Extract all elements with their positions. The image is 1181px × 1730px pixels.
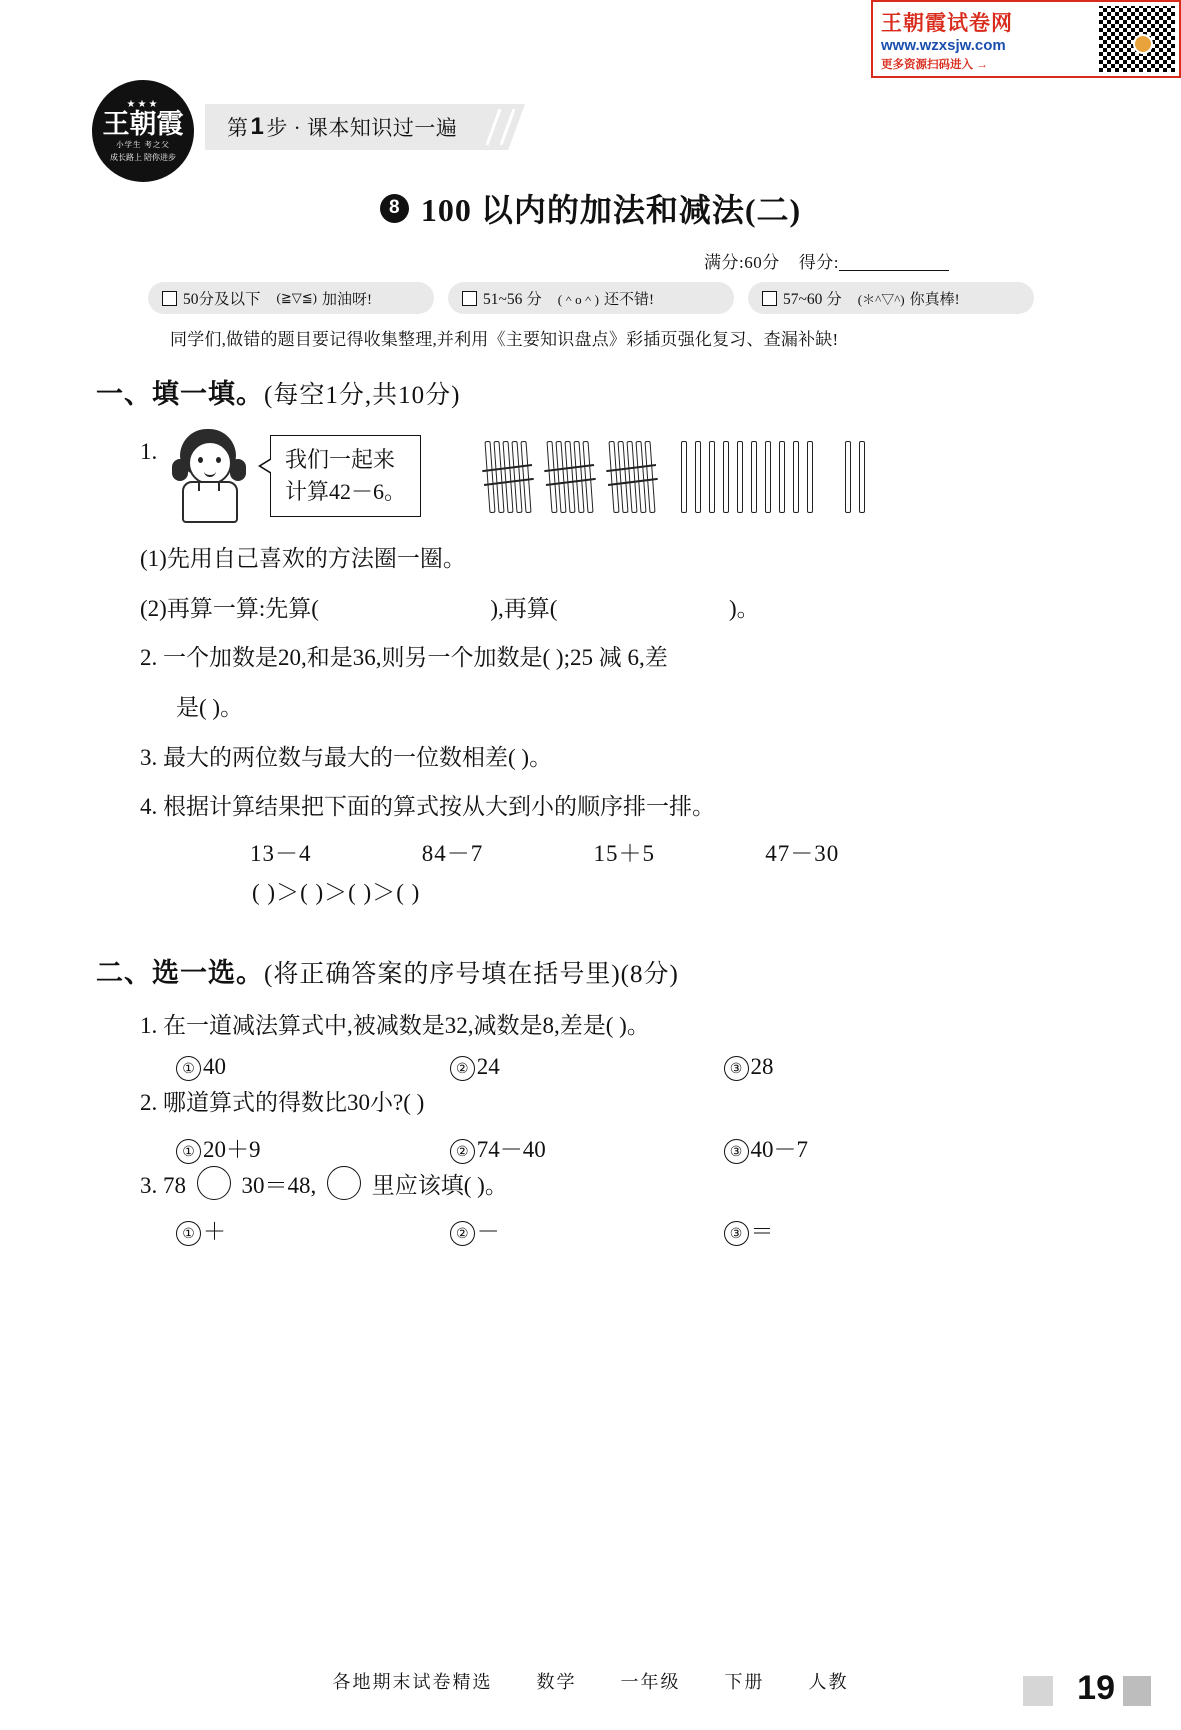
step-prefix: 第 [227, 116, 249, 140]
seal-name: 王朝霞 [102, 109, 184, 140]
option-text: 74－40 [476, 1136, 546, 1162]
step-suffix: 步 · 课本知识过一遍 [266, 116, 458, 140]
loose-stick [793, 441, 799, 513]
stick-bundle [485, 441, 531, 511]
pigtail-right-shape [230, 459, 246, 481]
option[interactable] [450, 1213, 718, 1246]
girl-character-icon [172, 425, 246, 519]
rating-label-low: 50分及以下 [183, 291, 261, 308]
option-marker: ② [450, 1221, 475, 1246]
q3-part-a: 3. 78 [140, 1172, 186, 1198]
rating-label-mid: 51~56 分 [483, 291, 542, 308]
brand-url: www.wzxsjw.com [881, 36, 1006, 54]
eye-left-shape [198, 457, 203, 463]
question-4-answer-row[interactable]: ( )＞( )＞( )＞( ) [252, 880, 421, 906]
qr-center-dot-icon [1133, 34, 1153, 54]
question-1-figure [140, 425, 1181, 533]
seal-stars: ★★★ [126, 99, 160, 111]
page-decoration-left [1023, 1676, 1053, 1706]
question-4: 4. 根据计算结果把下面的算式按从大到小的顺序排一排。 [140, 794, 715, 820]
smiley-icon: (＾o＾) [557, 291, 599, 307]
counting-sticks-illustration [485, 441, 1005, 511]
q1-sub2-part-c: )。 [728, 595, 760, 621]
rating-bar [148, 282, 1034, 314]
bubble-line-2: 计算42－6。 [285, 478, 407, 504]
rating-tag-mid: 还不错! [603, 291, 654, 308]
face-shape [188, 441, 232, 485]
option-text: 40－7 [750, 1136, 808, 1162]
option[interactable] [450, 1131, 718, 1164]
option-marker: ② [450, 1139, 475, 1164]
page-title [0, 185, 1181, 231]
brand-text-block [873, 2, 1099, 76]
checkbox-icon[interactable] [462, 291, 477, 306]
score-line [704, 248, 949, 273]
rating-option-high[interactable] [748, 282, 1034, 314]
rating-label-high: 57~60 分 [783, 291, 842, 308]
loose-stick [709, 441, 715, 513]
unit-number-badge: 8 [380, 194, 409, 223]
option[interactable] [176, 1131, 444, 1164]
question-2-line-2: 是( )。 [176, 695, 244, 721]
expression: 15＋5 [593, 841, 655, 867]
question-1-sub-1: (1)先用自己喜欢的方法圈一圈。 [140, 546, 466, 571]
smiley-icon: (＊^▽^) [857, 291, 905, 307]
rating-option-mid[interactable] [448, 282, 734, 314]
option[interactable] [176, 1054, 444, 1081]
option-marker: ① [176, 1056, 201, 1081]
unit-title-text: 100 以内的加法和减法(二) [420, 192, 802, 228]
step-banner-body [205, 104, 493, 150]
option-marker: ① [176, 1139, 201, 1164]
loose-stick [845, 441, 851, 513]
bubble-line-1: 我们一起来 [285, 447, 396, 472]
exercise-content [0, 372, 1181, 1246]
option-marker: ③ [724, 1139, 749, 1164]
stick-bundle [609, 441, 655, 511]
step-banner [205, 104, 525, 150]
rating-option-low[interactable] [148, 282, 434, 314]
expression: 13－4 [250, 841, 312, 867]
seal-tagline-2: 成长路上 陪你进步 [110, 152, 176, 162]
page-footer [0, 1668, 1181, 1694]
option[interactable] [724, 1131, 992, 1164]
step-number: 1 [250, 113, 265, 140]
footer-item-edition: 人教 [808, 1672, 849, 1692]
speech-bubble [270, 435, 421, 517]
option-text: ＝ [750, 1219, 774, 1245]
score-full-label: 满分:60分 [704, 253, 780, 272]
score-got-label: 得分: [798, 253, 839, 272]
question-1-sub-2 [140, 587, 1181, 631]
section-2-q3-options [176, 1213, 1181, 1246]
checkbox-icon[interactable] [162, 291, 177, 306]
question-2-line-1: 2. 一个加数是20,和是36,则另一个加数是( );25 减 6,差 [140, 645, 668, 671]
option[interactable] [176, 1213, 444, 1246]
option-text: 40 [203, 1053, 226, 1079]
question-1-number: 1. [140, 439, 158, 464]
section-2-question-2: 2. 哪道算式的得数比30小?( ) [140, 1089, 425, 1115]
blank-circle-2[interactable] [327, 1166, 361, 1200]
option-marker: ③ [724, 1056, 749, 1081]
section-2-points: (将正确答案的序号填在括号里)(8分) [264, 961, 679, 989]
option[interactable] [724, 1054, 992, 1081]
section-2-question-1: 1. 在一道减法算式中,被减数是32,减数是8,差是( )。 [140, 1013, 650, 1039]
bubble-tail-inner-icon [261, 458, 274, 474]
option-text: ＋ [203, 1219, 226, 1245]
study-notice: 同学们,做错的题目要记得收集整理,并利用《主要知识盘点》彩插页强化复习、查漏补缺! [170, 330, 839, 349]
loose-stick [779, 441, 785, 513]
q3-part-c: 里应该填( )。 [371, 1172, 508, 1198]
option-text: 20＋9 [203, 1136, 261, 1162]
footer-item-subject: 数学 [536, 1672, 577, 1692]
option-marker: ③ [724, 1221, 749, 1246]
footer-item-volume: 下册 [724, 1672, 765, 1692]
option-text: 28 [750, 1053, 774, 1079]
loose-stick [859, 441, 865, 513]
loose-stick [681, 441, 687, 513]
loose-stick [723, 441, 729, 513]
score-blank[interactable] [839, 254, 949, 271]
expression: 84－7 [421, 841, 484, 867]
qr-code-icon [1099, 6, 1175, 72]
rating-tag-high: 你真棒! [909, 291, 960, 308]
option-text: 24 [476, 1053, 500, 1079]
loose-stick [751, 441, 757, 513]
brand-subtitle: 更多资源扫码进入 → [881, 58, 988, 71]
q1-sub2-part-a: (2)再算一算:先算( [140, 595, 319, 621]
section-2-title: 二、选一选。 [96, 958, 264, 989]
expression: 47－30 [765, 841, 840, 867]
footer-item-grade: 一年级 [620, 1672, 681, 1692]
loose-stick [807, 441, 813, 513]
loose-stick [695, 441, 701, 513]
blank-circle-1[interactable] [197, 1166, 231, 1200]
page-decoration-right [1123, 1676, 1151, 1706]
loose-stick [765, 441, 771, 513]
section-2-q1-options [176, 1054, 1181, 1081]
brand-title: 王朝霞试卷网 [881, 11, 1013, 35]
pigtail-left-shape [172, 459, 188, 481]
eye-right-shape [216, 457, 221, 463]
q3-part-b: 30＝48, [241, 1172, 317, 1198]
brand-banner [871, 0, 1181, 78]
option-marker: ② [450, 1056, 475, 1081]
publisher-seal-logo [92, 80, 194, 182]
rating-tag-low: 加油呀! [321, 291, 372, 308]
question-4-expressions [250, 835, 1181, 868]
option-text: － [476, 1219, 500, 1245]
option[interactable] [724, 1213, 992, 1246]
seal-tagline-1: 小学生 考之父 [116, 139, 170, 149]
loose-stick [737, 441, 743, 513]
stick-bundle [547, 441, 593, 511]
page-number: 19 [1077, 1669, 1115, 1707]
section-2-question-3 [140, 1164, 1181, 1208]
option-marker: ① [176, 1221, 201, 1246]
smiley-icon: (≧▽≦) [276, 290, 317, 305]
step-banner-tail [483, 104, 525, 150]
section-2-heading [96, 951, 1181, 990]
question-3: 3. 最大的两位数与最大的一位数相差( )。 [140, 744, 553, 770]
option[interactable] [450, 1054, 718, 1081]
section-2-q2-options [176, 1131, 1181, 1164]
section-1-heading [96, 372, 1181, 411]
section-1-title: 一、填一填。 [96, 379, 264, 409]
q1-sub2-part-b: ),再算( [490, 595, 558, 621]
collar-shape [198, 481, 220, 491]
checkbox-icon[interactable] [762, 291, 777, 306]
footer-item-series: 各地期末试卷精选 [332, 1672, 493, 1692]
section-1-points: (每空1分,共10分) [264, 382, 461, 409]
